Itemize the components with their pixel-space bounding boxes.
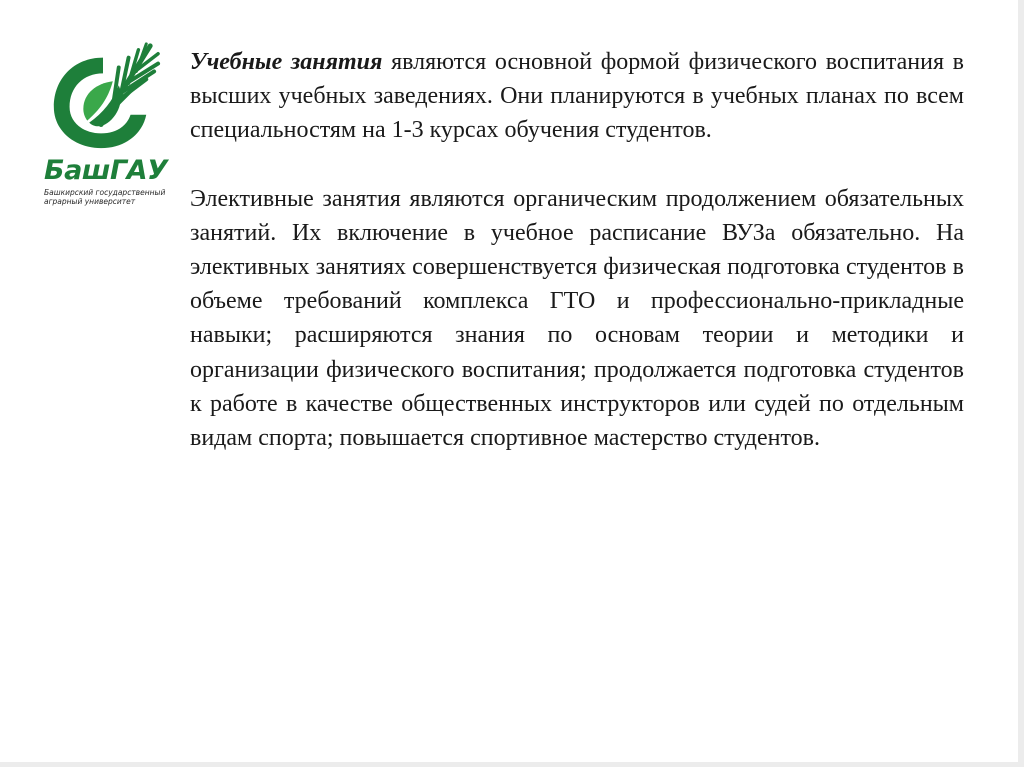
paragraph-elective-sessions: Элективные занятия являются органическим продолжением обязательных занятий. Их включение в учебное расписание ВУЗа обязательно. На элективных занятиях совершенствуется физическая подготовка студентов в объеме требований комплекса ГТО и профессионально-прикладные навыки; расширяются знания по основам теории и методики и организации физического воспитания; продолжается подготовка студентов к работе в качестве общественных инструкторов или судей по отдельным видам спорта; повышается спортивное мастерство студентов. <box>190 185 964 452</box>
paragraph-training-sessions <box>190 45 964 148</box>
paragraph-body: являются основной формой физического воспитания в высших учебных заведениях. Они планируются в учебных планах по всем специальностям на 1-3 курсах обучения студентов. <box>190 49 965 144</box>
logo-subtitle-line2: аграрный университет <box>44 197 136 206</box>
paragraph-lead-term: Учебные занятия <box>190 49 383 75</box>
slide-border-bottom <box>0 762 1024 767</box>
logo-subtitle-line1: Башкирский государственный <box>44 188 166 197</box>
slide-border-right <box>1018 0 1024 767</box>
slide-text <box>190 45 964 455</box>
logo-subtitle <box>44 188 174 206</box>
logo-wordmark: БашГАУ <box>44 155 168 186</box>
university-logo <box>38 38 170 214</box>
wheat-emblem-icon <box>44 38 162 156</box>
